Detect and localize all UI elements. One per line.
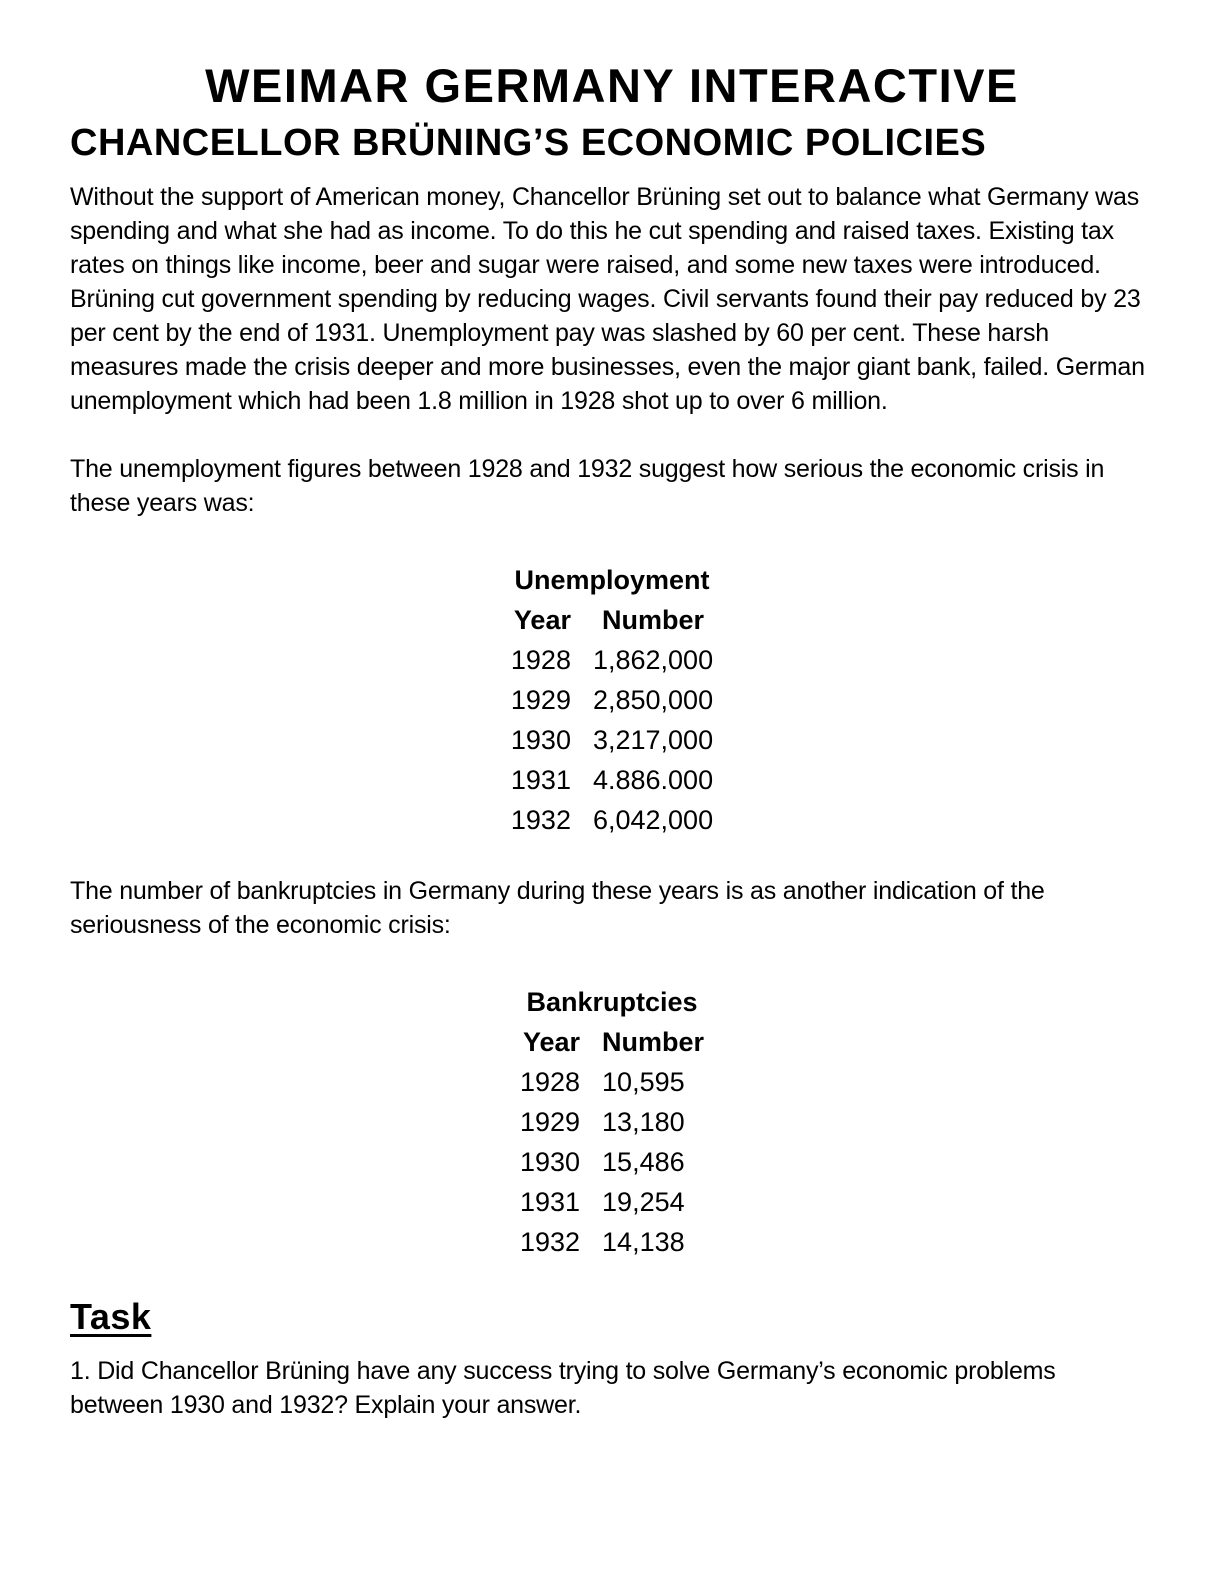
year-cell: 1930: [510, 725, 571, 756]
unemployment-lead-paragraph: The unemployment figures between 1928 and 1932 suggest how serious the economic crisis in these years was:: [70, 455, 1105, 518]
year-cell: 1931: [510, 765, 571, 796]
table-header-row: [500, 600, 724, 640]
bankruptcies-data-table: [509, 1022, 715, 1262]
bankruptcies-lead-paragraph: The number of bankruptcies in Germany during these years is as another indication of the seriousness of the economic crisis:: [70, 877, 1045, 940]
year-cell: 1930: [519, 1147, 581, 1178]
unemployment-table-title: Unemployment: [514, 565, 710, 596]
table-header-row: [509, 1022, 715, 1062]
table-row: [509, 1102, 715, 1142]
bankruptcies-table-title: Bankruptcies: [526, 987, 698, 1018]
task-heading: Task: [70, 1296, 152, 1338]
table-row: [500, 680, 724, 720]
number-cell: 10,595: [602, 1067, 685, 1098]
number-cell: 15,486: [602, 1147, 685, 1178]
number-cell: 6,042,000: [592, 805, 714, 836]
year-cell: 1932: [510, 805, 571, 836]
number-cell: 3,217,000: [592, 725, 714, 756]
page-title: WEIMAR GERMANY INTERACTIVE: [205, 59, 1019, 112]
year-cell: 1931: [519, 1187, 581, 1218]
table-row: [500, 800, 724, 840]
year-cell: 1929: [519, 1107, 581, 1138]
year-cell: 1928: [510, 645, 571, 676]
bankruptcies-table: [509, 982, 715, 1262]
unemployment-table: [500, 560, 724, 840]
table-row: [500, 640, 724, 680]
number-column-header: Number: [602, 605, 705, 636]
section-heading: CHANCELLOR BRÜNING’S ECONOMIC POLICIES: [70, 122, 987, 165]
number-cell: 19,254: [602, 1187, 685, 1218]
number-cell: 2,850,000: [592, 685, 714, 716]
number-cell: 14,138: [602, 1227, 685, 1258]
number-cell: 4.886.000: [592, 765, 714, 796]
intro-paragraph: Without the support of American money, Chancellor Brüning set out to balance what Germany was spending and what she had as income. To do this he cut spending and raised taxes. Existing tax rates on things like income, beer and sugar were raised, and some new taxes were introduced. Brüning cut government spending by reducing wages. Civil servants found their pay reduced by 23 per cent by the end of 1931. Unemployment pay was slashed by 60 per cent. These harsh measures made the crisis deeper and more businesses, even the major giant bank, failed. German unemployment which had been 1.8 million in 1928 shot up to over 6 million.: [70, 183, 1145, 416]
table-row: [509, 1142, 715, 1182]
number-cell: 1,862,000: [592, 645, 714, 676]
unemployment-data-table: [500, 600, 724, 840]
table-row: [500, 720, 724, 760]
year-cell: 1928: [519, 1067, 581, 1098]
number-cell: 13,180: [602, 1107, 685, 1138]
year-column-header: Year: [513, 605, 571, 636]
task-question-1: 1. Did Chancellor Brüning have any success trying to solve Germany’s economic problems between 1930 and 1932? Explain your answer.: [70, 1357, 1056, 1420]
table-row: [509, 1222, 715, 1262]
number-column-header: Number: [602, 1027, 705, 1058]
year-cell: 1932: [519, 1227, 581, 1258]
year-cell: 1929: [510, 685, 571, 716]
year-column-header: Year: [522, 1027, 581, 1058]
table-row: [509, 1182, 715, 1222]
table-row: [509, 1062, 715, 1102]
table-row: [500, 760, 724, 800]
